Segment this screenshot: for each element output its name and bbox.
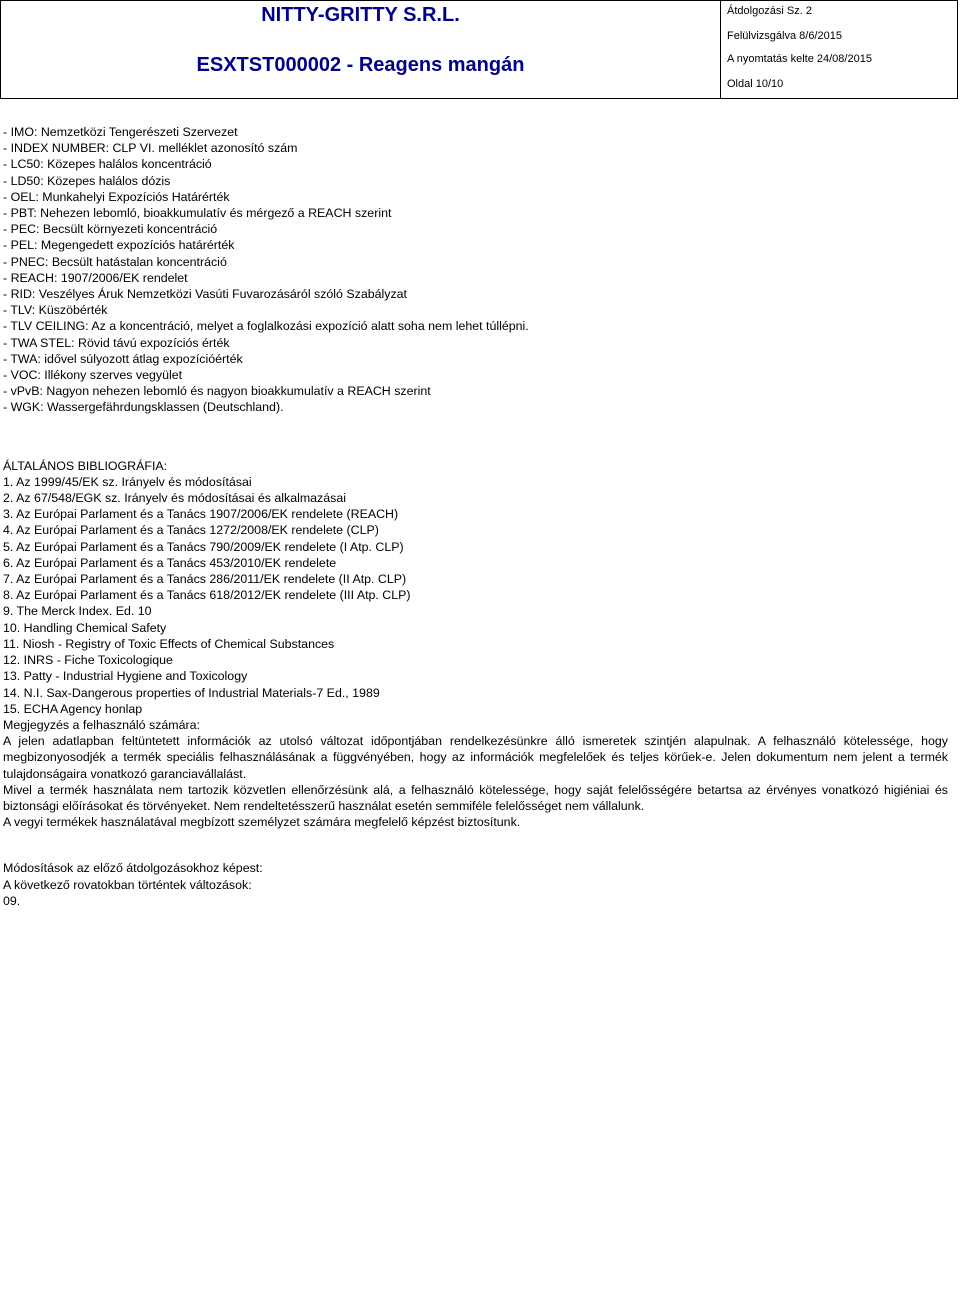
print-date: A nyomtatás kelte 24/08/2015 [727, 53, 872, 65]
document-header [0, 0, 958, 99]
user-note-paragraph: Mivel a termék használata nem tartozik közvetlen ellenőrzésünk alá, a felhasználó kötelessége, hogy saját felelősségére betartsa az érvényes vonatkozó higiéniai és biztonsági előírásokat és törvényeket. Nem rendeltetésszerű használat esetén semmiféle felelősséget nem vállalunk. [3, 782, 948, 813]
bibliography-item: 8. Az Európai Parlament és a Tanács 618/2012/EK rendelete (III Atp. CLP) [3, 588, 411, 603]
abbreviation-item: - vPvB: Nagyon nehezen lebomló és nagyon bioakkumulatív a REACH szerint [3, 384, 431, 399]
bibliography-item: 9. The Merck Index. Ed. 10 [3, 604, 152, 619]
header-title-block [1, 1, 721, 98]
abbreviation-item: - PEL: Megengedett expozíciós határérték [3, 238, 235, 253]
bibliography-item: 11. Niosh - Registry of Toxic Effects of Chemical Substances [3, 636, 335, 651]
abbreviation-item: - LD50: Közepes halálos dózis [3, 173, 171, 188]
abbreviation-item: - OEL: Munkahelyi Expozíciós Határérték [3, 189, 230, 204]
bibliography-item: 10. Handling Chemical Safety [3, 620, 167, 635]
product-name: ESXTST000002 - Reagens mangán [196, 54, 525, 76]
bibliography-item: 3. Az Európai Parlament és a Tanács 1907/2006/EK rendelete (REACH) [3, 507, 399, 522]
page-number: Oldal 10/10 [727, 78, 784, 90]
document-body [3, 124, 948, 909]
header-meta-block [721, 1, 957, 98]
abbreviation-item: - IMO: Nemzetközi Tengerészeti Szervezet [3, 125, 238, 139]
abbreviation-item: - TLV CEILING: Az a koncentráció, melyet a foglalkozási expozíció alatt soha nem lehet túllépni. [3, 319, 529, 334]
abbreviation-item: - RID: Veszélyes Áruk Nemzetközi Vasúti Fuvarozásáról szóló Szabályzat [3, 287, 407, 302]
abbreviation-item: - PNEC: Becsült hatástalan koncentráció [3, 254, 227, 269]
abbreviation-item: - LC50: Közepes halálos koncentráció [3, 157, 212, 172]
user-note-section [3, 717, 948, 830]
abbreviation-item: - INDEX NUMBER: CLP VI. melléklet azonosító szám [3, 141, 298, 156]
section-spacer [3, 416, 948, 458]
abbreviation-item: - TWA STEL: Rövid távú expozíciós érték [3, 335, 230, 350]
bibliography-section [3, 458, 948, 717]
bibliography-item: 4. Az Európai Parlament és a Tanács 1272/2008/EK rendelete (CLP) [3, 523, 379, 538]
bibliography-item: 15. ECHA Agency honlap [3, 701, 143, 716]
company-name: NITTY-GRITTY S.R.L. [261, 4, 460, 26]
bibliography-item: 13. Patty - Industrial Hygiene and Toxicology [3, 669, 248, 684]
changes-title: Módosítások az előző átdolgozásokhoz képest: [3, 861, 263, 876]
bibliography-item: 1. Az 1999/45/EK sz. Irányelv és módosításai [3, 474, 252, 489]
abbreviation-item: - TLV: Küszöbérték [3, 303, 108, 318]
bibliography-item: 6. Az Európai Parlament és a Tanács 453/2010/EK rendelete [3, 555, 337, 570]
section-spacer [3, 830, 948, 860]
user-note-paragraph: A vegyi termékek használatával megbízott személyzet számára megfelelő képzést biztosítunk. [3, 815, 521, 830]
bibliography-item: 12. INRS - Fiche Toxicologique [3, 653, 173, 668]
bibliography-title: ÁLTALÁNOS BIBLIOGRÁFIA: [3, 458, 168, 473]
changes-subtitle: A következő rovatokban történtek változások: [3, 877, 252, 892]
abbreviations-list [3, 124, 948, 416]
changed-sections: 09. [3, 893, 21, 908]
abbreviation-item: - PBT: Nehezen lebomló, bioakkumulatív és mérgező a REACH szerint [3, 206, 392, 221]
abbreviation-item: - REACH: 1907/2006/EK rendelet [3, 270, 188, 285]
revision-number: Átdolgozási Sz. 2 [727, 5, 812, 17]
abbreviation-item: - TWA: idővel súlyozott átlag expozícióérték [3, 351, 243, 366]
bibliography-item: 5. Az Európai Parlament és a Tanács 790/2009/EK rendelete (I Atp. CLP) [3, 539, 404, 554]
bibliography-item: 14. N.I. Sax-Dangerous properties of Industrial Materials-7 Ed., 1989 [3, 685, 380, 700]
user-note-paragraph: A jelen adatlapban feltüntetett információk az utolsó változat időpontjában rendelkezésünkre álló ismeretek szintjén alapulnak. A felhasználó kötelessége, hogy megbizonyosodjék a termék speciális felhasználásának a függvényében, hogy az információk megfelelőek és teljes körűek-e. Jelen dokumentum nem jelent a termék tulajdonságaira vonatkozó garanciavállalást. [3, 734, 948, 781]
changes-section [3, 860, 948, 909]
bibliography-item: 7. Az Európai Parlament és a Tanács 286/2011/EK rendelete (II Atp. CLP) [3, 572, 407, 587]
bibliography-item: 2. Az 67/548/EGK sz. Irányelv és módosításai és alkalmazásai [3, 491, 346, 506]
user-note-title: Megjegyzés a felhasználó számára: [3, 717, 200, 732]
abbreviation-item: - PEC: Becsült környezeti koncentráció [3, 222, 218, 237]
abbreviation-item: - VOC: Illékony szerves vegyület [3, 368, 183, 383]
review-date: Felülvizsgálva 8/6/2015 [727, 30, 842, 42]
abbreviation-item: - WGK: Wassergefährdungsklassen (Deutschland). [3, 400, 284, 415]
